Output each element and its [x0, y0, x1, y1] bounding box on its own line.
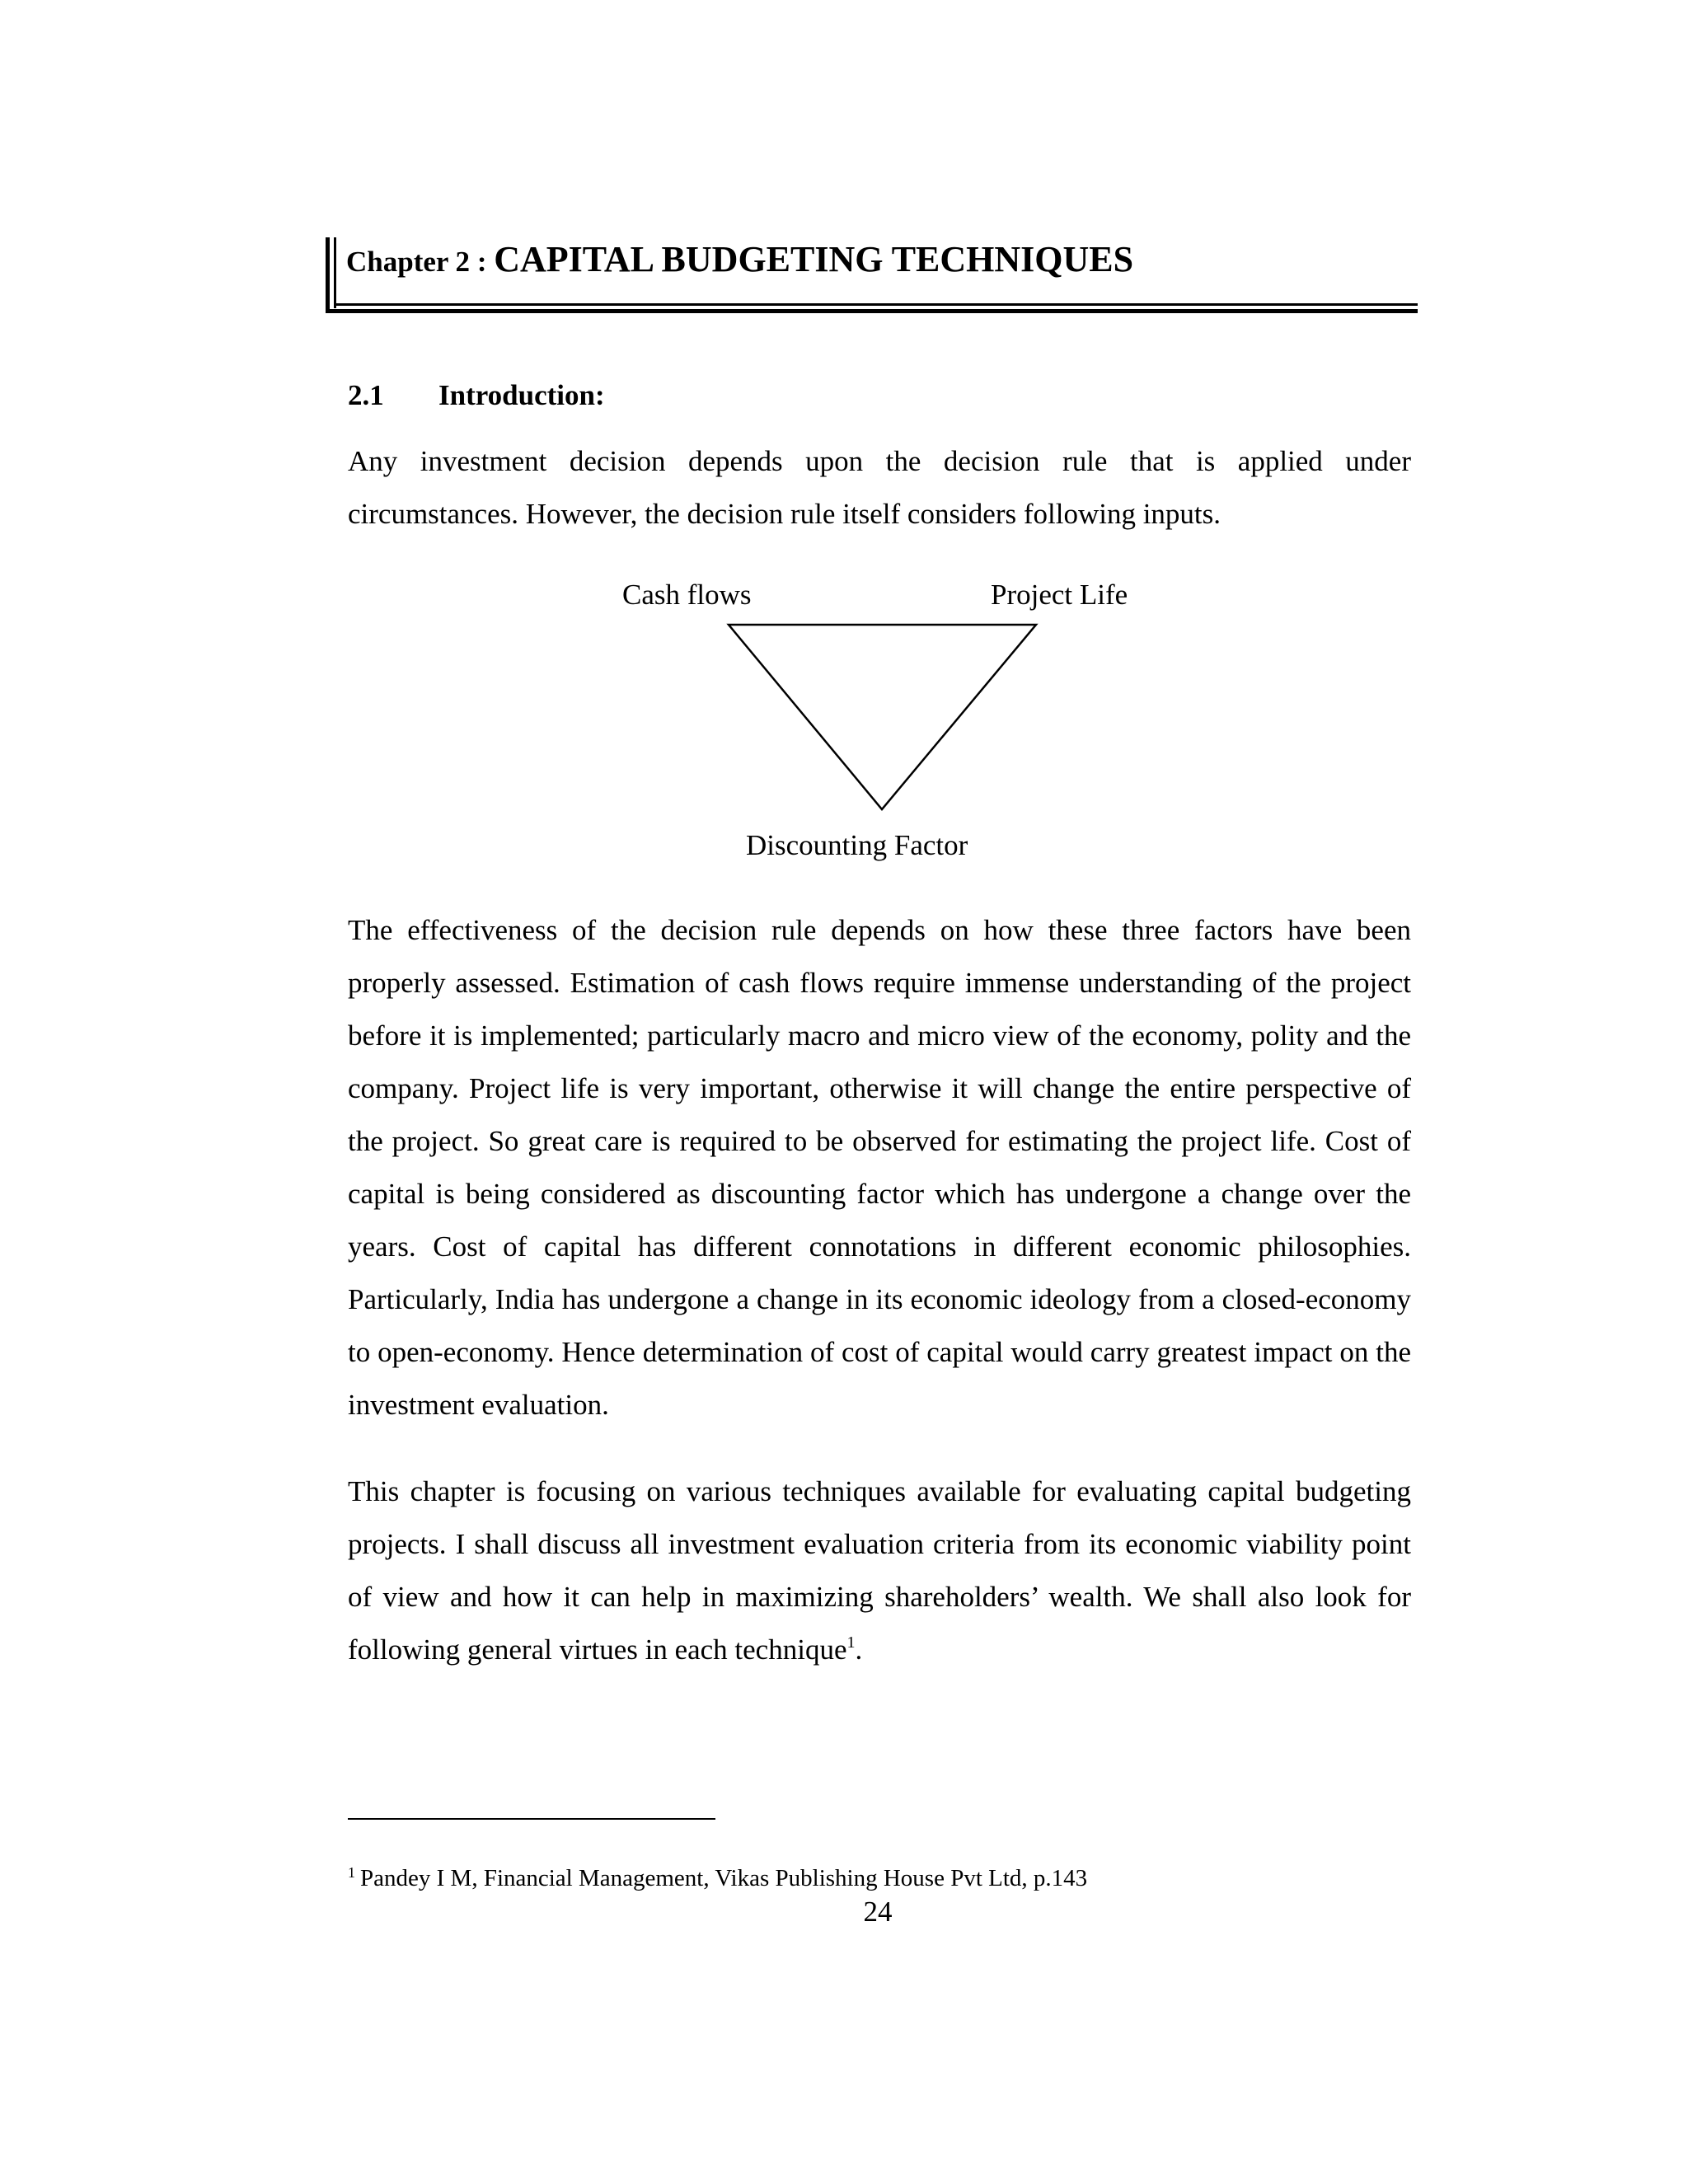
chapter-separator: : — [470, 246, 495, 278]
section-number: 2.1 — [348, 379, 384, 411]
header-rule-bottom-outer — [326, 309, 1418, 313]
chapter-focus-text: This chapter is focusing on various techniques available for evaluating capital budgeting projects. I shall discuss all investment evaluation criteria from its economic viability point of view and how it can help in maximizing shareholders’ wealth. We shall also look for following general virtues in each technique — [348, 1475, 1411, 1666]
paragraph-chapter-focus — [348, 1465, 1411, 1676]
page-number: 24 — [863, 1896, 893, 1928]
diagram-label-discounting-factor: Discounting Factor — [746, 829, 968, 861]
section-title: Introduction: — [438, 379, 605, 411]
section-heading — [348, 379, 605, 412]
chapter-number: Chapter 2 — [346, 246, 471, 278]
header-rule-left-outer — [326, 237, 330, 313]
footnote — [348, 1864, 1087, 1892]
footnote-text: Pandey I M, Financial Management, Vikas Publishing House Pvt Ltd, p.143 — [360, 1865, 1088, 1891]
chapter-title — [346, 241, 1133, 278]
diagram-label-project-life: Project Life — [991, 579, 1128, 611]
footnote-marker: 1 — [348, 1864, 355, 1881]
footnote-reference: 1 — [846, 1633, 856, 1652]
header-rule-left-inner — [334, 237, 336, 308]
diagram-label-cash-flows: Cash flows — [622, 579, 752, 611]
chapter-header — [326, 237, 1418, 313]
footnote-separator — [348, 1818, 715, 1820]
chapter-focus-end: . — [855, 1633, 863, 1666]
paragraph-effectiveness: The effectiveness of the decision rule depends on how these three factors have been properly assessed. Estimation of cash flows require immense understanding of the project before it is implemented; particularly macro and micro view of the economy, polity and the company. Project life is very important, otherwise it will change the entire perspective of the project. So great care is required to be observed for estimating the project life. Cost of capital is being considered as discounting factor which has undergone a change over the years. Cost of capital has different connotations in different economic philosophies. Particularly, India has undergone a change in its economic ideology from a closed-economy to open-economy. Hence determination of cost of capital would carry greatest impact on the investment evaluation. — [348, 914, 1411, 1421]
header-rule-bottom-inner — [334, 303, 1418, 306]
inverted-triangle — [729, 625, 1036, 809]
paragraph-intro: Any investment decision depends upon the decision rule that is applied under circumstances. However, the decision rule itself considers following inputs. — [348, 445, 1411, 530]
chapter-name: CAPITAL BUDGETING TECHNIQUES — [494, 239, 1134, 279]
